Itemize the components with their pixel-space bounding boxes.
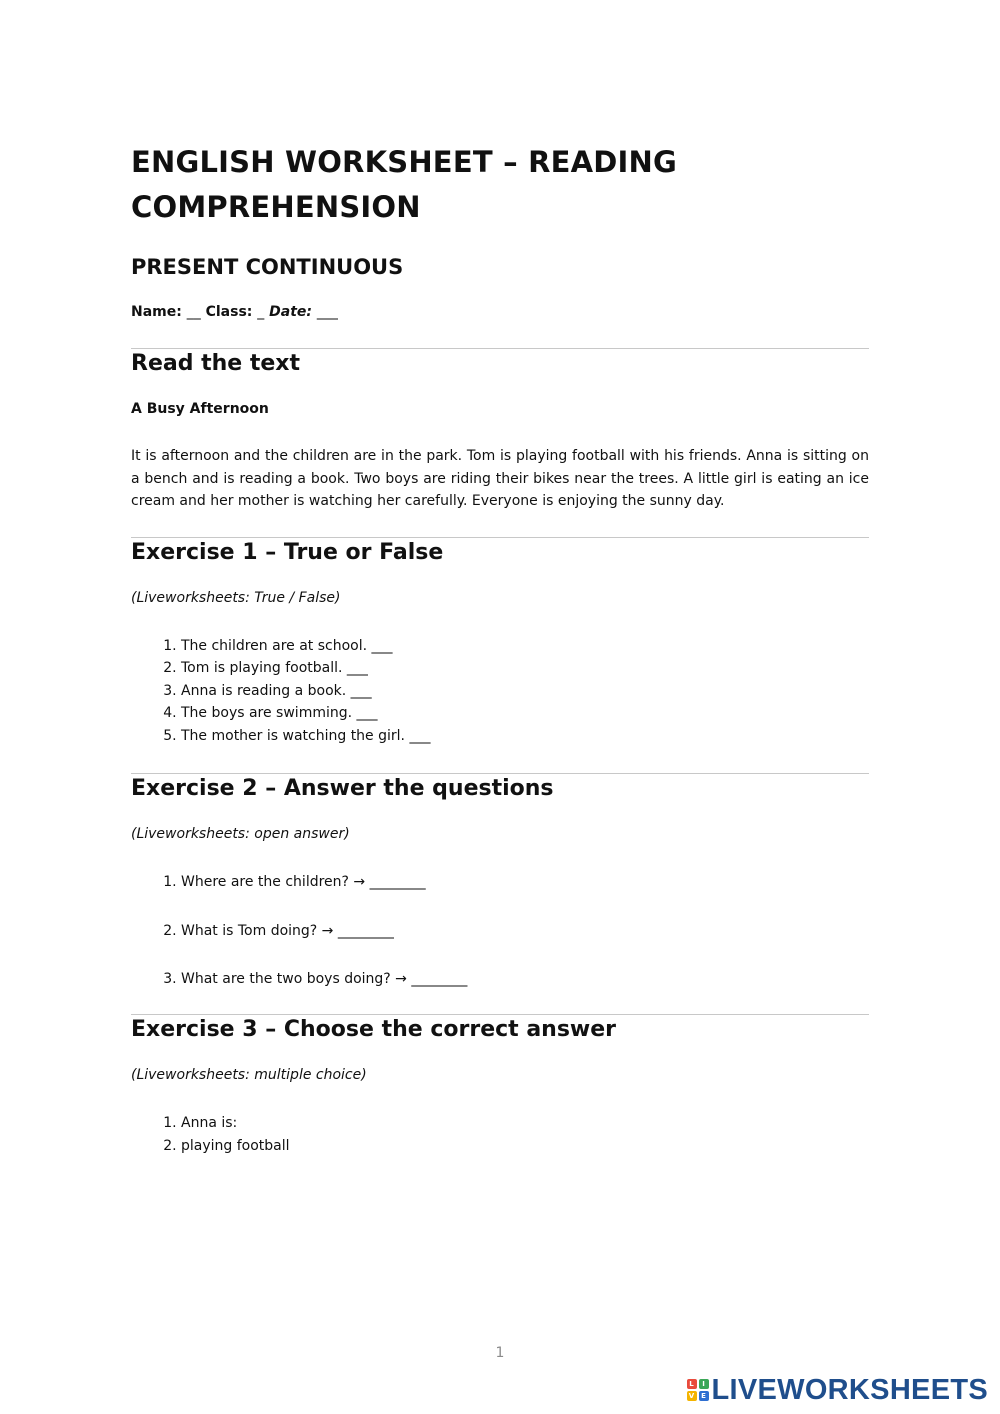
class-label: Class: xyxy=(205,304,253,320)
list-item[interactable]: 2. playing football xyxy=(181,1135,869,1158)
exercise1-heading: Exercise 1 – True or False xyxy=(131,539,444,565)
list-item[interactable]: 3. What are the two boys doing? → ________ xyxy=(181,968,869,990)
exercise3-heading: Exercise 3 – Choose the correct answer xyxy=(131,1017,617,1043)
worksheet-subtitle: PRESENT CONTINUOUS xyxy=(131,255,404,279)
worksheet-page xyxy=(131,140,869,1158)
exercise1-list xyxy=(131,635,869,748)
exercise2-heading: Exercise 2 – Answer the questions xyxy=(131,776,554,802)
logo-letter-i: I xyxy=(699,1379,709,1389)
logo-letter-e: E xyxy=(699,1391,709,1401)
exercise3-note: (Liveworksheets: multiple choice) xyxy=(131,1067,367,1084)
list-item[interactable]: 1. The children are at school. ___ xyxy=(181,635,869,658)
logo-letter-l: L xyxy=(687,1379,697,1389)
list-item[interactable]: 5. The mother is watching the girl. ___ xyxy=(181,725,869,748)
page-number: 1 xyxy=(495,1345,505,1361)
date-label: Date: xyxy=(269,304,313,320)
name-label: Name: xyxy=(131,304,182,320)
exercise2-note: (Liveworksheets: open answer) xyxy=(131,826,350,843)
liveworksheets-logo-icon xyxy=(687,1379,709,1401)
exercise1-note: (Liveworksheets: True / False) xyxy=(131,589,341,606)
list-item[interactable]: 2. What is Tom doing? → ________ xyxy=(181,920,869,942)
exercise3-list xyxy=(131,1112,869,1157)
reading-heading: Read the text xyxy=(131,351,301,376)
date-blank[interactable]: ___ xyxy=(316,304,338,320)
logo-letter-v: V xyxy=(687,1391,697,1401)
name-blank[interactable]: __ xyxy=(186,304,201,320)
exercise2-list xyxy=(131,871,869,990)
student-info-line xyxy=(131,302,869,322)
class-blank[interactable]: _ xyxy=(257,304,265,320)
liveworksheets-brand-name: LIVEWORKSHEETS xyxy=(711,1373,988,1406)
list-item[interactable]: 2. Tom is playing football. ___ xyxy=(181,657,869,680)
story-text: It is afternoon and the children are in the park. Tom is playing football with his friends. Anna is sitting on a bench and is reading a book. Two boys are riding their bikes near the trees. A little girl is eating an ice cream and her mother is watching her carefully. Everyone is enjoying the sunny day. xyxy=(131,448,869,509)
story-title: A Busy Afternoon xyxy=(131,401,269,417)
liveworksheets-logo[interactable] xyxy=(687,1373,989,1407)
worksheet-title: ENGLISH WORKSHEET – READING COMPREHENSION xyxy=(131,145,678,224)
list-item: 1. Anna is: xyxy=(181,1112,869,1135)
list-item[interactable]: 1. Where are the children? → ________ xyxy=(181,871,869,893)
list-item[interactable]: 3. Anna is reading a book. ___ xyxy=(181,680,869,703)
list-item[interactable]: 4. The boys are swimming. ___ xyxy=(181,702,869,725)
